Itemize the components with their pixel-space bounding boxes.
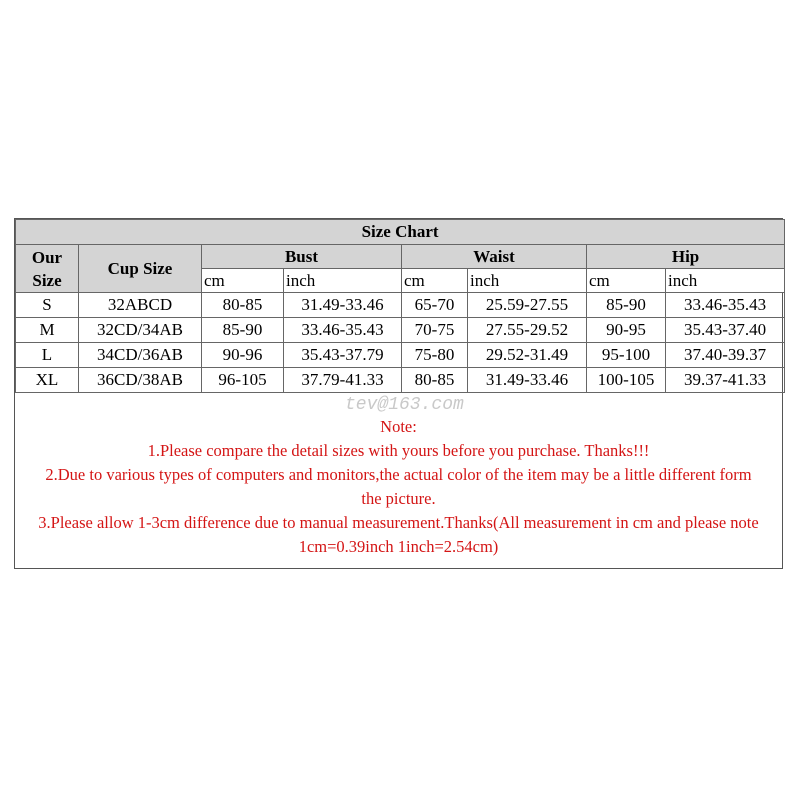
cell-bust-inch: 35.43-37.79 [284, 343, 402, 368]
cell-waist-cm: 70-75 [402, 318, 468, 343]
unit-waist-cm: cm [402, 269, 468, 293]
cell-hip-cm: 85-90 [587, 293, 666, 318]
size-chart [14, 218, 783, 569]
cell-bust-inch: 31.49-33.46 [284, 293, 402, 318]
cell-bust-inch: 33.46-35.43 [284, 318, 402, 343]
cell-cup: 36CD/38AB [79, 368, 202, 393]
cell-size: M [16, 318, 79, 343]
cell-bust-cm: 85-90 [202, 318, 284, 343]
header-cup-size: Cup Size [79, 245, 202, 293]
cell-waist-inch: 31.49-33.46 [468, 368, 587, 393]
cell-hip-cm: 100-105 [587, 368, 666, 393]
header-bust: Bust [202, 245, 402, 269]
cell-hip-cm: 90-95 [587, 318, 666, 343]
cell-waist-cm: 65-70 [402, 293, 468, 318]
cell-bust-cm: 90-96 [202, 343, 284, 368]
cell-waist-inch: 27.55-29.52 [468, 318, 587, 343]
cell-hip-inch: 37.40-39.37 [666, 343, 785, 368]
note-title: Note: [380, 417, 417, 436]
notes-section [15, 393, 782, 570]
table-row [16, 293, 785, 318]
cell-hip-inch: 35.43-37.40 [666, 318, 785, 343]
cell-cup: 32CD/34AB [79, 318, 202, 343]
unit-hip-inch: inch [666, 269, 785, 293]
cell-bust-cm: 96-105 [202, 368, 284, 393]
table-title: Size Chart [16, 220, 785, 245]
cell-size: L [16, 343, 79, 368]
header-our-size-line2: Size [32, 270, 62, 290]
cell-cup: 34CD/36AB [79, 343, 202, 368]
unit-bust-inch: inch [284, 269, 402, 293]
cell-hip-inch: 39.37-41.33 [666, 368, 785, 393]
header-our-size-line1: Our [31, 247, 63, 267]
unit-hip-cm: cm [587, 269, 666, 293]
header-our-size [16, 245, 79, 293]
cell-size: S [16, 293, 79, 318]
size-table [15, 219, 785, 393]
cell-size: XL [16, 368, 79, 393]
cell-cup: 32ABCD [79, 293, 202, 318]
cell-bust-cm: 80-85 [202, 293, 284, 318]
cell-waist-inch: 29.52-31.49 [468, 343, 587, 368]
cell-waist-cm: 80-85 [402, 368, 468, 393]
note-item-3: 3.Please allow 1-3cm difference due to manual measurement.Thanks(All measurement in cm and please note 1cm=0.39inch 1inch=2.54cm) [38, 513, 759, 556]
cell-waist-inch: 25.59-27.55 [468, 293, 587, 318]
cell-waist-cm: 75-80 [402, 343, 468, 368]
watermark: tev@163.com [345, 395, 464, 415]
header-hip: Hip [587, 245, 785, 269]
table-row [16, 368, 785, 393]
header-waist: Waist [402, 245, 587, 269]
cell-hip-inch: 33.46-35.43 [666, 293, 785, 318]
table-row [16, 343, 785, 368]
table-row [16, 318, 785, 343]
cell-hip-cm: 95-100 [587, 343, 666, 368]
note-item-1: 1.Please compare the detail sizes with yours before you purchase. Thanks!!! [147, 441, 650, 460]
cell-bust-inch: 37.79-41.33 [284, 368, 402, 393]
note-item-2: 2.Due to various types of computers and monitors,the actual color of the item may be a little different form the picture. [45, 465, 752, 508]
unit-waist-inch: inch [468, 269, 587, 293]
unit-bust-cm: cm [202, 269, 284, 293]
